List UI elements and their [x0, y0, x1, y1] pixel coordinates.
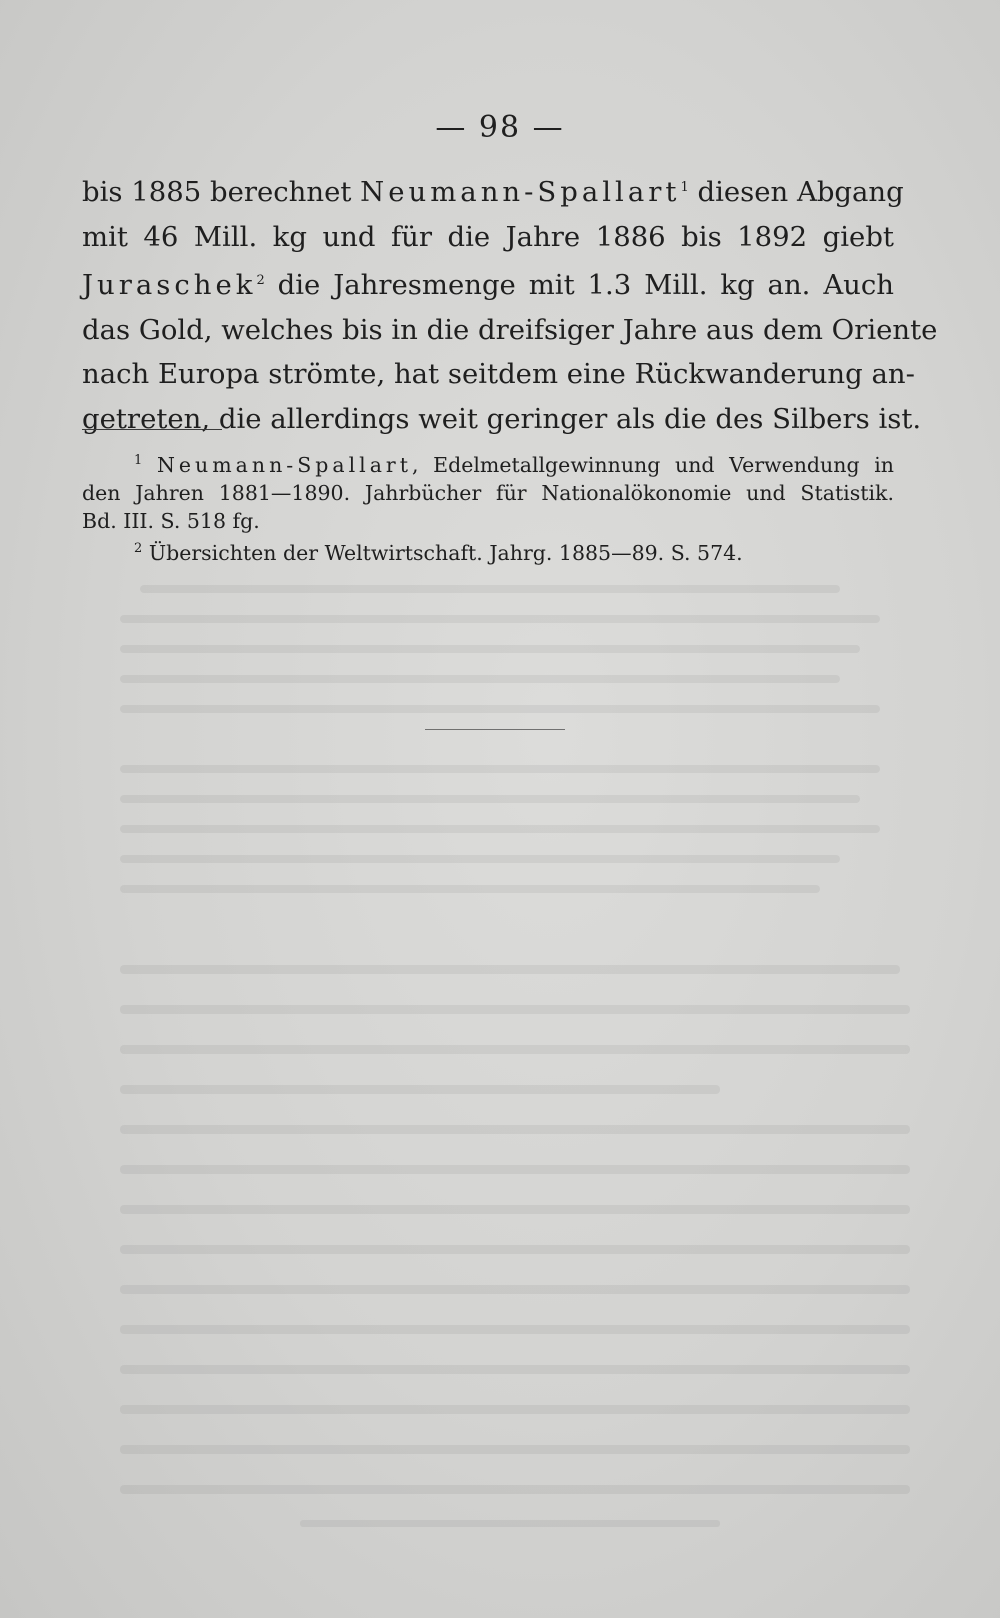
- footnote-marker-1: 1: [134, 453, 143, 468]
- text-line-6: getreten, die allerdings weit geringer als die des Silbers ist.: [82, 402, 922, 435]
- footnote-text: , Edelmetallgewinnung und Verwendung in: [411, 452, 894, 477]
- text-line-2: mit 46 Mill. kg und für die Jahre 1886 bis 1892 giebt: [82, 220, 894, 253]
- text-line-4: das Gold, welches bis in die dreifsiger Jahre aus dem Oriente: [82, 313, 938, 346]
- text-fragment: bis 1885 berechnet: [82, 176, 361, 209]
- footnote-marker-2: 2: [134, 540, 143, 556]
- footnote-author-name: Neumann-Spallart: [156, 452, 412, 477]
- text-fragment: die Jahresmenge mit 1.3 Mill. kg an. Auch: [264, 269, 894, 302]
- author-name-juraschek: Juraschek: [82, 269, 257, 302]
- text-line-5: nach Europa strömte, hat seitdem eine Rückwanderung an-: [82, 358, 915, 391]
- author-name-neumann-spallart: Neumann-Spallart: [360, 176, 681, 209]
- footnote-ref-2: 2: [256, 273, 265, 289]
- footnote-1-line-2: den Jahren 1881—1890. Jahrbücher für Nationalökonomie und Statistik.: [82, 480, 894, 505]
- footnote-text: Übersichten der Weltwirtschaft. Jahrg. 1885—89. S. 574.: [148, 540, 743, 565]
- text-fragment: diesen Abgang: [688, 176, 904, 209]
- page-number: — 98 —: [435, 110, 565, 145]
- footnote-1-line-3: Bd. III. S. 518 fg.: [82, 508, 260, 533]
- footnote-ref-1: 1: [680, 180, 689, 195]
